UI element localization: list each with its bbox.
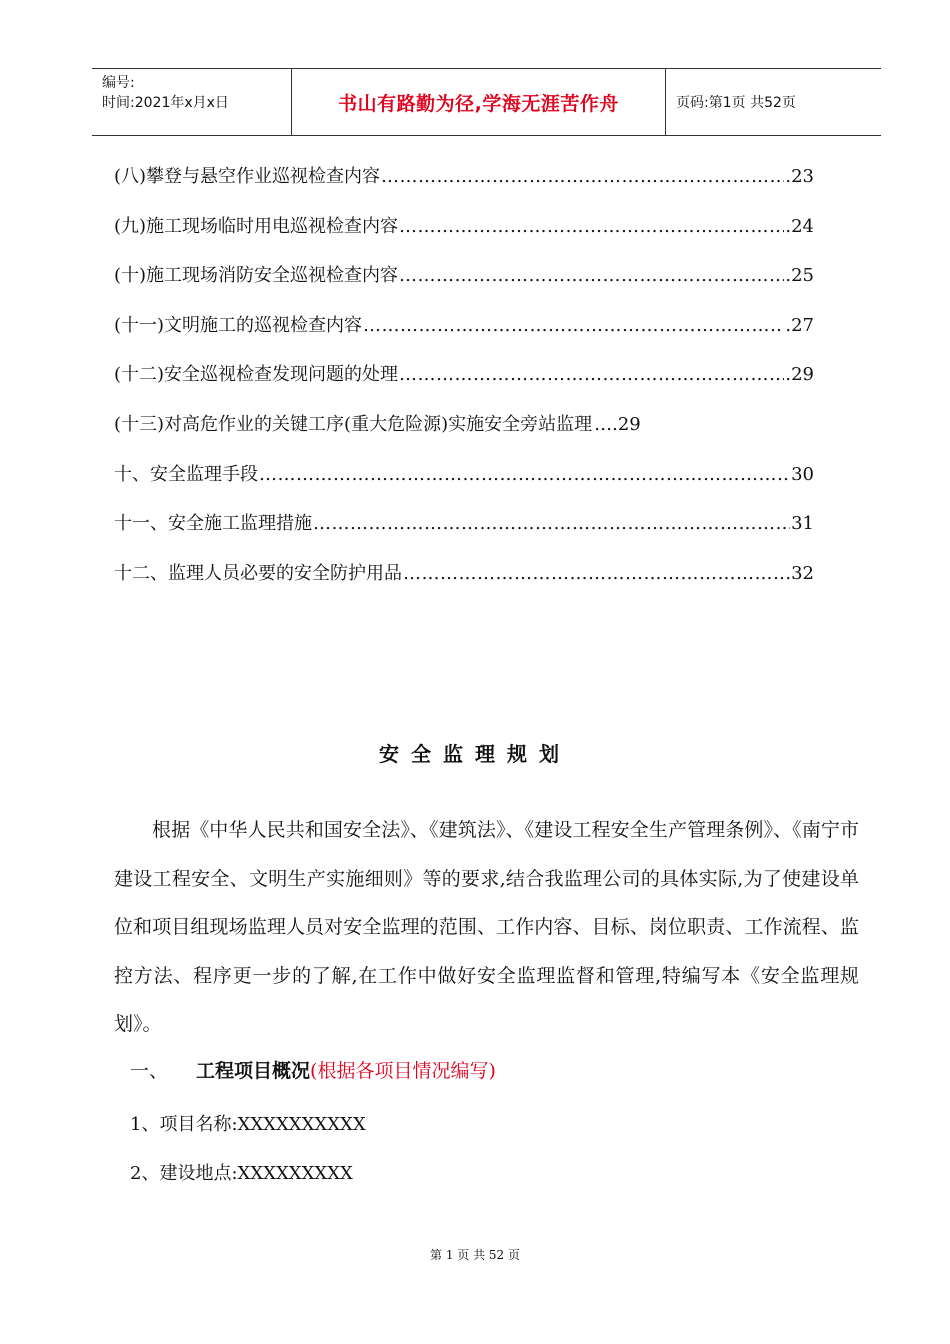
toc-leader-dots <box>259 464 790 485</box>
header-motto: 书山有路勤为径,学海无涯苦作舟 <box>292 69 666 135</box>
toc-entry[interactable] <box>114 559 814 609</box>
section-heading <box>130 1056 496 1083</box>
toc-entry-page: ….29 <box>594 413 641 435</box>
toc-leader-dots <box>403 563 784 584</box>
toc-entry[interactable] <box>114 509 814 559</box>
section-title: 工程项目概况 <box>196 1060 311 1082</box>
toc-entry-label: 十一、安全施工监理措施 <box>114 513 312 535</box>
toc-leader-dots <box>363 315 784 336</box>
header-meta <box>92 69 292 135</box>
project-name-item: 1、项目名称:XXXXXXXXXX <box>130 1114 366 1135</box>
document-title: 安全监理规划 <box>379 742 571 766</box>
code-label: 编号: <box>102 75 135 91</box>
toc-entry-label: (十)施工现场消防安全巡视检查内容 <box>114 265 399 287</box>
toc-leader-dots <box>399 364 784 385</box>
toc-entry[interactable] <box>114 162 814 212</box>
toc-entry-page: 30 <box>791 463 814 485</box>
toc-entry-page: .24 <box>785 215 814 237</box>
toc-entry[interactable] <box>114 212 814 262</box>
intro-paragraph: 根据《中华人民共和国安全法》、《建筑法》、《建设工程安全生产管理条例》、《南宁市建设工程安全、文明生产实施细则》等的要求,结合我监理公司的具体实际,为了使建设单位和项目组现场监理人员对安全监理的范围、工作内容、目标、岗位职责、工作流程、监控方法、程序更一步的了解,在工作中做好安全监理监督和管理,特编写本《安全监理规划》。 <box>114 819 859 1035</box>
section-note: (根据各项目情况编写) <box>310 1060 496 1082</box>
table-of-contents <box>114 162 814 608</box>
time-label: 时间:2021年x月x日 <box>102 95 229 111</box>
section-number: 一、 <box>130 1060 169 1082</box>
toc-entry-label: (十一)文明施工的巡视检查内容 <box>114 314 363 336</box>
toc-entry[interactable] <box>114 261 814 311</box>
toc-leader-dots <box>399 265 784 286</box>
toc-entry[interactable] <box>114 360 814 410</box>
toc-leader-dots <box>399 216 784 237</box>
toc-entry-label: 十二、监理人员必要的安全防护用品 <box>114 562 402 584</box>
toc-entry-page: .29 <box>785 364 814 386</box>
toc-entry-label: 十、安全监理手段 <box>114 463 258 485</box>
page-header <box>92 68 881 136</box>
toc-entry-page: .27 <box>785 314 814 336</box>
header-page-info: 页码:第1页 共52页 <box>676 95 796 111</box>
toc-entry-label: (十二)安全巡视检查发现问题的处理 <box>114 364 399 386</box>
toc-entry-page: .23 <box>785 166 814 187</box>
project-location-item: 2、建设地点:XXXXXXXXX <box>130 1163 353 1184</box>
toc-leader-dots <box>381 166 784 187</box>
toc-entry-label: (十三)对高危作业的关键工序(重大危险源)实施安全旁站监理 <box>114 413 593 435</box>
page-footer: 第 1 页 共 52 页 <box>430 1248 520 1262</box>
toc-entry[interactable] <box>114 460 814 510</box>
toc-entry-label: (九)施工现场临时用电巡视检查内容 <box>114 215 399 237</box>
toc-entry-page: .25 <box>785 265 814 287</box>
toc-leader-dots <box>313 513 790 534</box>
toc-entry-page: .32 <box>785 562 814 584</box>
toc-entry-label: (八)攀登与悬空作业巡视检查内容 <box>114 166 381 187</box>
toc-entry[interactable] <box>114 311 814 361</box>
toc-entry[interactable] <box>114 410 814 460</box>
toc-entry-page: 31 <box>791 513 814 535</box>
